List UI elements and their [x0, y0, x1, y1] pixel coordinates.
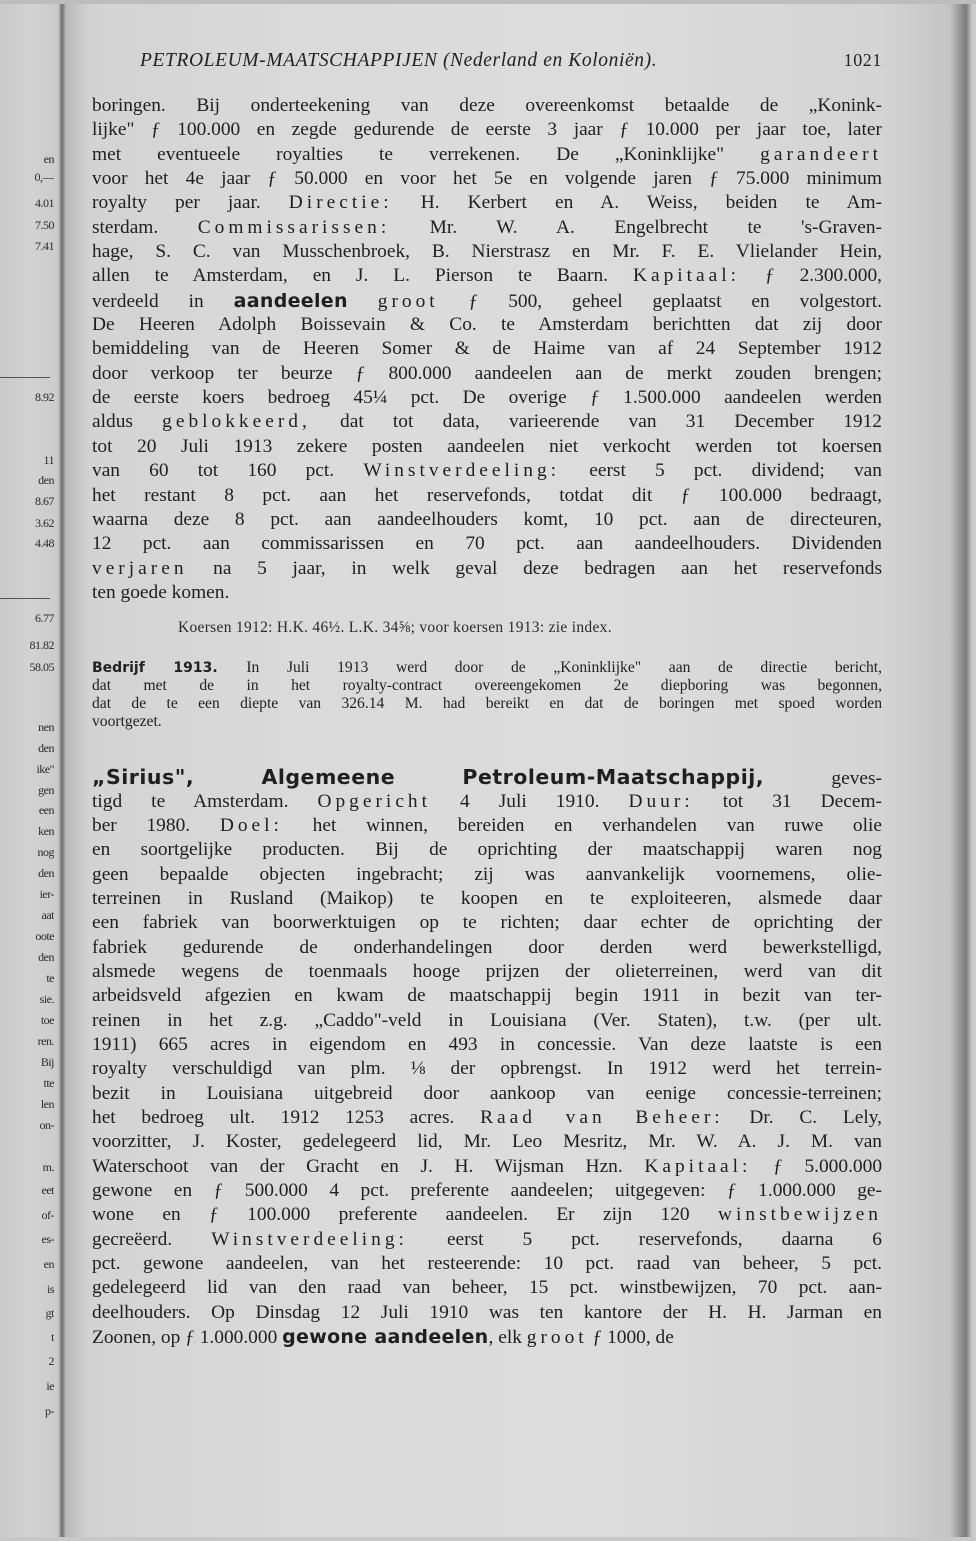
text-line: alsmede wegens de toenmaals hooge prijzen der olieterreinen, werd van dit [92, 960, 882, 982]
text-line: tot 20 Juli 1913 zekere posten aandeelen niet verkocht werden tot koersen [92, 435, 882, 457]
text-line: boringen. Bij onderteekening van deze overeenkomst betaalde de „Konink- [92, 95, 882, 116]
running-head [92, 40, 882, 86]
margin-fragment: toe [40, 1013, 54, 1027]
margin-fragment: 8.67 [35, 494, 54, 508]
margin-fragment: te [46, 971, 54, 985]
text-line: Waterschoot van der Gracht en J. H. Wijsman Hzn. Kapitaal: ƒ 5.000.000 [92, 1155, 883, 1177]
text-line: gecreëerd. Winstverdeeling: eerst 5 pct. reservefonds, daarna 6 [92, 1228, 882, 1250]
text-line: gewone en ƒ 500.000 4 pct. preferente aandeelen; uitgegeven: ƒ 1.000.000 ge- [92, 1180, 882, 1202]
margin-fragment: 4.01 [35, 196, 54, 210]
text-line: bemiddeling van de Heeren Somer & de Haime van af 24 September 1912 [92, 338, 882, 360]
margin-fragment: den [38, 866, 54, 880]
text-line: dat de te een diepte van 326.14 M. had bereikt en dat de boringen met spoed worden [92, 695, 882, 713]
text-line: en soortgelijke producten. Bij de oprichting der maatschappij waren nog [92, 839, 882, 861]
margin-fragment: ie [46, 1379, 54, 1393]
margin-fragment: Bij [40, 1055, 54, 1069]
text-line: deelhouders. Op Dinsdag 12 Juli 1910 was ten kantore der H. H. Jarman en [92, 1301, 882, 1323]
spaced-emphasis: Winstverdeeling: [363, 460, 561, 482]
margin-fragment: 8.92 [35, 390, 54, 404]
spaced-emphasis: groot [377, 290, 439, 312]
margin-fragment: 7.41 [35, 239, 54, 253]
text-line: reinen in het z.g. „Caddo"-veld in Louisiana (Ver. Staten), t.w. (per ult. [92, 1009, 882, 1031]
text-line: fabriek gedurende de onderhandelingen door derden werd bewerkstelligd, [92, 936, 882, 958]
fragment-rule [0, 598, 50, 599]
text-line: sterdam. Commissarissen: Mr. W. A. Engelbrecht te 's-Graven- [92, 216, 882, 238]
text-line: het bedroeg ult. 1912 1253 acres. Raad van Beheer: Dr. C. Lely, [92, 1107, 883, 1129]
margin-fragment: ren. [37, 1034, 54, 1048]
margin-fragment: on- [39, 1118, 54, 1132]
running-head-title: PETROLEUM-MAATSCHAPPIJEN (Nederland en Koloniën). [140, 50, 658, 71]
margin-fragment: een [38, 803, 54, 817]
text-line: arbeidsveld afgezien en kwam de maatschappij begin 1911 in bezit van ter- [92, 985, 882, 1007]
book-page [92, 40, 882, 1349]
margin-fragment: ken [38, 824, 54, 838]
text-line: voor het 4e jaar ƒ 50.000 en voor het 5e en volgende jaren ƒ 75.000 minimum [92, 168, 882, 190]
koersen-line: Koersen 1912: H.K. 46½. L.K. 34⅝; voor koersen 1913: zie index. [178, 619, 612, 637]
text-line: wone en ƒ 100.000 preferente aandeelen. Er zijn 120 winstbewijzen [92, 1204, 882, 1226]
text-line: van 60 tot 160 pct. Winstverdeeling: eerst 5 pct. dividend; van [92, 460, 882, 482]
margin-fragment: 11 [43, 453, 54, 467]
margin-fragment: 58.05 [29, 660, 54, 674]
text-line: verdeeld in aandeelen groot ƒ 500, geheel geplaatst en volgestort. [92, 289, 882, 312]
sirius-entry [92, 765, 882, 1349]
margin-fragment: 3.62 [35, 516, 54, 530]
spaced-emphasis: geblokkeerd, [162, 411, 311, 433]
margin-fragment: m. [42, 1160, 54, 1174]
margin-fragment: is [46, 1282, 54, 1296]
margin-fragment: den [38, 741, 54, 755]
bold-emphasis: gewone aandeelen [282, 1326, 489, 1349]
spaced-emphasis: Directie: [288, 192, 393, 214]
text-line: 1911) 665 acres in eigendom en 493 in concessie. Van deze laatste is een [92, 1034, 882, 1055]
margin-fragment: 6.77 [35, 611, 54, 625]
text-line: een fabriek van boorwerktuigen op te richten; daar echter de oprichting der [92, 912, 882, 934]
spaced-emphasis: Kapitaal: [644, 1155, 752, 1177]
entry-heading-line [92, 765, 882, 789]
text-line: ten goede komen. [92, 581, 230, 603]
margin-fragment: of- [41, 1208, 54, 1222]
margin-fragment: nen [38, 720, 54, 734]
margin-fragment: oote [35, 929, 54, 943]
spaced-emphasis: Doel: [219, 814, 283, 836]
margin-fragment: ike" [36, 762, 54, 776]
text-line: tigd te Amsterdam. Opgericht 4 Juli 1910. Duur: tot 31 Decem- [92, 790, 882, 812]
bold-emphasis: aandeelen [233, 289, 348, 312]
margin-fragment: nog [37, 845, 54, 859]
entry-heading: „Sirius", Algemeene Petroleum-Maatschappij, [92, 765, 832, 790]
bedrijf-paragraph [92, 659, 882, 731]
text-line: allen te Amsterdam, en J. L. Pierson te Baarn. Kapitaal: ƒ 2.300.000, [92, 265, 882, 287]
entry-heading-tail: geves- [831, 768, 882, 790]
margin-fragment: den [38, 473, 54, 487]
text-line: verjaren na 5 jaar, in welk geval deze bedragen aan het reservefonds [92, 557, 882, 579]
margin-fragment: tte [43, 1076, 54, 1090]
text-line: gedelegeerd lid van den raad van beheer, 15 pct. winstbewijzen, 70 pct. aan- [92, 1277, 882, 1299]
text-line: dat met de in het royalty-contract overeengekomen 2e diepboring was begonnen, [92, 677, 882, 695]
text-line: 12 pct. aan commissarissen en 70 pct. aan aandeelhouders. Dividenden [92, 533, 882, 555]
margin-fragment: gen [38, 783, 54, 797]
margin-fragment: ier- [39, 887, 54, 901]
adjacent-page-fragments [0, 0, 58, 1541]
margin-fragment: en [43, 1257, 54, 1271]
text-line: voorzitter, J. Koster, gedelegeerd lid, Mr. Leo Mesritz, Mr. W. A. J. M. van [92, 1131, 882, 1153]
margin-fragment: p- [45, 1404, 54, 1418]
margin-fragment: sie. [39, 992, 54, 1006]
page-bottom-edge [0, 1537, 976, 1541]
spaced-emphasis: verjaren [92, 557, 188, 579]
margin-fragment: eet [41, 1183, 54, 1197]
text-line: aldus geblokkeerd, dat tot data, varieerende van 31 December 1912 [92, 411, 882, 433]
text-line: hage, S. C. van Musschenbroek, B. Nierstrasz en Mr. F. E. Vlielander Hein, [92, 241, 882, 263]
margin-fragment: en [43, 152, 54, 166]
spaced-emphasis: Opgericht [317, 790, 432, 812]
spaced-emphasis: Winstverdeeling: [211, 1228, 408, 1250]
text-line: door verkoop ter beurze ƒ 800.000 aandeelen aan de merkt zouden brengen; [92, 362, 882, 384]
text-line: terreinen in Rusland (Maikop) te koopen en te exploiteeren, alsmede daar [92, 887, 882, 909]
text-line: De Heeren Adolph Boissevain & Co. te Amsterdam berichtten dat zij door [92, 314, 882, 336]
text-line: met eventueele royalties te verrekenen. De „Koninklijke" garandeert [92, 143, 882, 165]
text-line: royalty verschuldigd van plm. ⅛ der opbrengst. In 1912 werd het terrein- [92, 1058, 882, 1080]
margin-fragment: 4.48 [35, 536, 54, 550]
text-line: voortgezet. [92, 713, 162, 731]
margin-fragment: aat [41, 908, 54, 922]
spaced-emphasis: Duur: [628, 790, 694, 812]
bedrijf-lead: Bedrijf 1913. [92, 660, 247, 677]
margin-fragment: gt [45, 1306, 54, 1320]
section-body-text [92, 94, 882, 605]
spaced-emphasis: garandeert [760, 143, 882, 165]
margin-fragment: 81.82 [29, 638, 54, 652]
text-line: ber 1980. Doel: het winnen, bereiden en verhandelen van ruwe olie [92, 814, 882, 836]
margin-fragment: 0,— [34, 170, 54, 184]
margin-fragment: es- [41, 1232, 54, 1246]
margin-fragment: len [40, 1097, 54, 1111]
text-line: lijke" ƒ 100.000 en zegde gedurende de eerste 3 jaar ƒ 10.000 per jaar toe, later [92, 119, 882, 141]
margin-fragment: den [38, 950, 54, 964]
margin-fragment: 2 [48, 1354, 54, 1368]
text-line: pct. gewone aandeelen, van het resteerende: 10 pct. raad van beheer, 5 pct. [92, 1253, 882, 1275]
text-line: Bedrijf 1913. In Juli 1913 werd door de „Koninklijke" aan de directie bericht, [92, 659, 883, 677]
spaced-emphasis: winstbewijzen [717, 1204, 882, 1226]
text-line: Zoonen, op ƒ 1.000.000 gewone aandeelen, elk groot ƒ 1000, de [92, 1326, 674, 1349]
text-line: waarna deze 8 pct. aan aandeelhouders komt, 10 pct. aan de directeuren, [92, 508, 882, 530]
text-line: geen bepaalde objecten ingebracht; zij was aanvankelijk voornemens, olie- [92, 863, 882, 885]
text-line: bezit in Louisiana uitgebreid door aankoop van eenige concessie-terreinen; [92, 1082, 882, 1104]
text-line: de eerste koers bedroeg 45¼ pct. De overige ƒ 1.500.000 aandeelen werden [92, 387, 882, 409]
fragment-rule [0, 377, 50, 378]
spaced-emphasis: groot [526, 1327, 588, 1349]
page-top-edge [0, 0, 976, 4]
margin-fragment: 7.50 [35, 218, 54, 232]
text-line: het restant 8 pct. aan het reservefonds, totdat dit ƒ 100.000 bedraagt, [92, 484, 882, 506]
text-line: royalty per jaar. Directie: H. Kerbert en A. Weiss, beiden te Am- [92, 192, 882, 214]
page-number: 1021 [843, 50, 882, 70]
margin-fragment: t [51, 1330, 54, 1344]
spaced-emphasis: Raad van Beheer: [480, 1107, 724, 1129]
spaced-emphasis: Commissarissen: [197, 216, 391, 238]
spaced-emphasis: Kapitaal: [632, 265, 741, 287]
